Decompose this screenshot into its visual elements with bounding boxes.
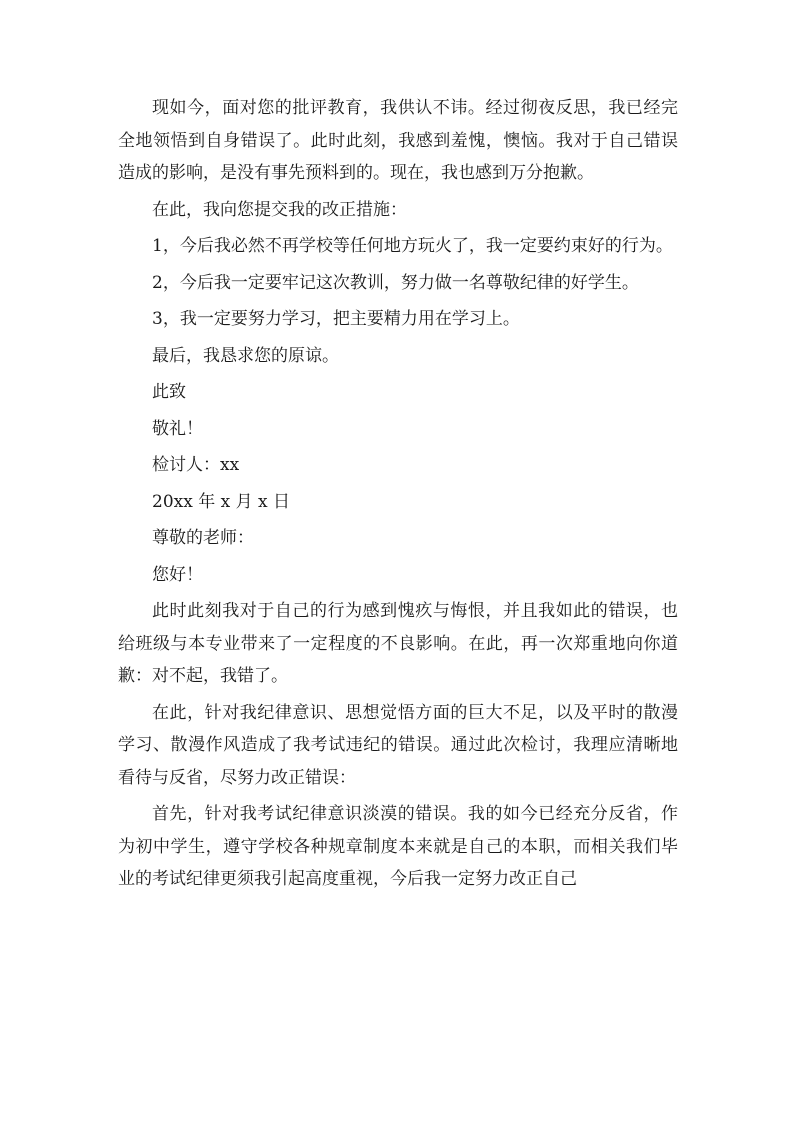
paragraph-measure-2: 2，今后我一定要牢记这次教训，努力做一名尊敬纪律的好学生。 [152,272,639,293]
paragraph-apology-intro: 现如今，面对您的批评教育，我供认不讳。经过彻夜反思，我已经完全地领悟到自身错误了。此时此刻，我感到羞愧，懊恼。我对于自己错误造成的影响，是没有事先预料到的。现在，我也感到万分抱歉。 [118,98,678,183]
document-body [118,92,678,900]
paragraph-reflection: 在此，针对我纪律意识、思想觉悟方面的巨大不足，以及平时的散漫学习、散漫作风造成了我考试违纪的错误。通过此次检讨，我理应清晰地看待与反省，尽努力改正错误： [118,702,678,788]
paragraph-measure-3: 3，我一定要努力学习，把主要精力用在学习上。 [152,309,520,329]
paragraph-remorse: 此时此刻我对于自己的行为感到愧疚与悔恨，并且我如此的错误，也给班级与本专业带来了一定程度的不良影响。在此，再一次郑重地向你道歉：对不起，我错了。 [118,601,678,686]
paragraph-salutation-2: 敬礼！ [152,418,203,439]
paragraph-closing-request: 最后，我恳求您的原谅。 [152,345,339,366]
paragraph-first-point: 首先，针对我考试纪律意识淡漠的错误。我的如今已经充分反省，作为初中学生，遵守学校各种规章制度本来就是自己的本职，而相关我们毕业的考试纪律更须我引起高度重视，今后我一定努力改正自己 [118,804,678,889]
paragraph-greeting-recipient: 尊敬的老师： [152,528,254,548]
paragraph-signature: 检讨人：xx [152,455,240,475]
paragraph-measures-intro: 在此，我向您提交我的改正措施： [152,199,407,220]
paragraph-measure-1: 1，今后我必然不再学校等任何地方玩火了，我一定要约束好的行为。 [152,236,673,256]
paragraph-salutation-1: 此致 [152,382,186,402]
paragraph-greeting-hello: 您好！ [152,564,203,585]
paragraph-date: 20xx 年 x 月 x 日 [152,491,291,512]
